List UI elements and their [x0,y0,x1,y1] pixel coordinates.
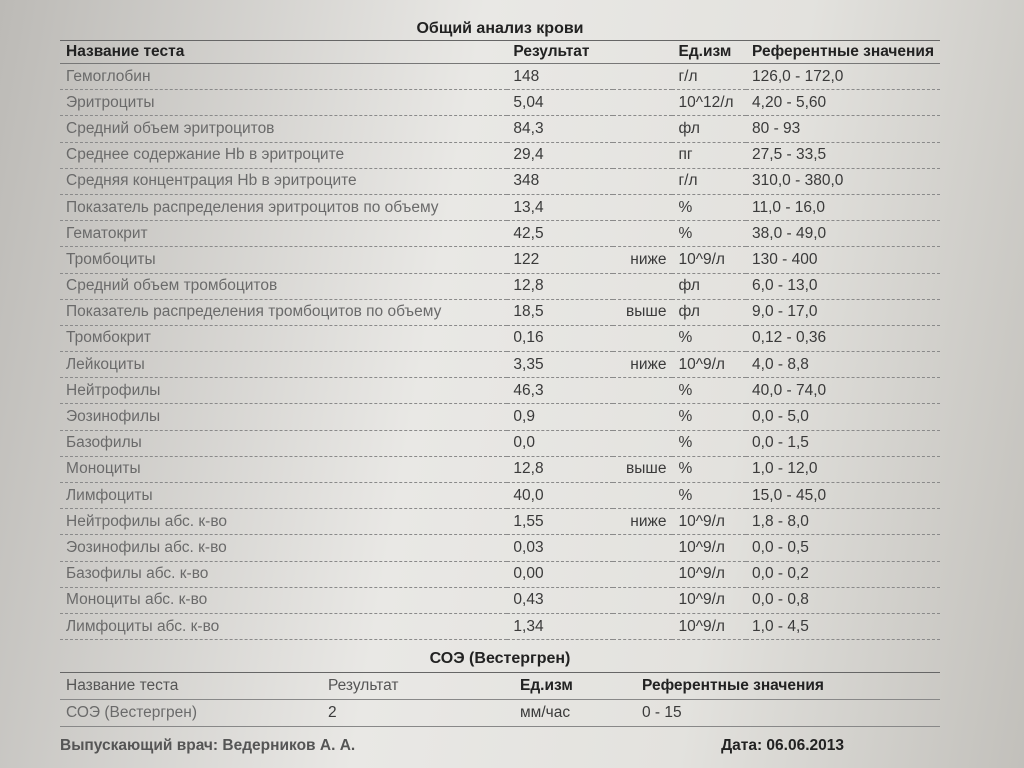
test-result: 84,3 [507,116,613,142]
test-name: Эозинофилы [60,404,507,430]
esr-header-row [60,673,940,700]
report-title: Общий анализ крови [60,14,940,41]
reference-range: 1,8 - 8,0 [746,509,940,535]
test-result: 12,8 [507,456,613,482]
table-row [60,64,940,90]
esr-header-unit: Ед.изм [514,673,636,700]
esr-row [60,700,940,727]
header-test-name: Название теста [60,41,507,64]
test-result: 46,3 [507,378,613,404]
blood-test-table [60,41,940,640]
test-result: 0,9 [507,404,613,430]
test-unit: фл [672,273,746,299]
result-flag [613,535,672,561]
test-result: 3,35 [507,352,613,378]
esr-section-title: СОЭ (Вестергрен) [60,640,940,673]
esr-header-result: Результат [322,673,514,700]
test-name: Средняя концентрация Hb в эритроците [60,168,507,194]
reference-range: 0,12 - 0,36 [746,325,940,351]
test-name: Базофилы абс. к-во [60,561,507,587]
test-unit: % [672,194,746,220]
test-name: Тромбоциты [60,247,507,273]
table-row [60,613,940,639]
test-unit: 10^9/л [672,561,746,587]
report-date: Дата: 06.06.2013 [721,737,844,755]
test-name: Гемоглобин [60,64,507,90]
table-body [60,64,940,640]
test-name: Среднее содержание Hb в эритроците [60,142,507,168]
result-flag [613,273,672,299]
test-result: 13,4 [507,194,613,220]
result-flag: ниже [613,352,672,378]
result-flag [613,64,672,90]
reference-range: 0,0 - 0,8 [746,587,940,613]
test-unit: г/л [672,168,746,194]
header-flag [613,41,672,64]
test-result: 0,16 [507,325,613,351]
table-row [60,116,940,142]
test-result: 1,55 [507,509,613,535]
table-row [60,273,940,299]
reference-range: 4,20 - 5,60 [746,90,940,116]
reference-range: 80 - 93 [746,116,940,142]
test-unit: % [672,483,746,509]
reference-range: 27,5 - 33,5 [746,142,940,168]
table-row [60,194,940,220]
test-result: 1,34 [507,613,613,639]
test-name: Базофилы [60,430,507,456]
header-reference: Референтные значения [746,41,940,64]
test-name: Показатель распределения тромбоцитов по объему [60,299,507,325]
test-name: Нейтрофилы абс. к-во [60,509,507,535]
doctor-signature-line: Выпускающий врач: Ведерников А. А. [60,737,356,755]
test-result: 0,00 [507,561,613,587]
report-footer [60,737,940,755]
test-unit: 10^9/л [672,247,746,273]
reference-range: 0,0 - 0,5 [746,535,940,561]
lab-report-sheet [60,14,940,755]
table-row [60,535,940,561]
esr-header-test-name: Название теста [60,673,322,700]
table-row [60,299,940,325]
esr-result: 2 [322,700,514,727]
test-unit: 10^9/л [672,613,746,639]
result-flag [613,90,672,116]
reference-range: 130 - 400 [746,247,940,273]
test-unit: 10^12/л [672,90,746,116]
esr-unit: мм/час [514,700,636,727]
test-unit: 10^9/л [672,352,746,378]
result-flag [613,325,672,351]
test-name: Средний объем тромбоцитов [60,273,507,299]
esr-table [60,673,940,727]
result-flag [613,378,672,404]
test-result: 29,4 [507,142,613,168]
table-row [60,404,940,430]
reference-range: 11,0 - 16,0 [746,194,940,220]
esr-test-name: СОЭ (Вестергрен) [60,700,322,727]
test-unit: % [672,430,746,456]
test-unit: 10^9/л [672,587,746,613]
test-result: 12,8 [507,273,613,299]
test-result: 348 [507,168,613,194]
result-flag: ниже [613,247,672,273]
test-result: 0,03 [507,535,613,561]
test-name: Показатель распределения эритроцитов по объему [60,194,507,220]
reference-range: 6,0 - 13,0 [746,273,940,299]
table-row [60,378,940,404]
test-result: 0,0 [507,430,613,456]
test-unit: % [672,221,746,247]
table-row [60,90,940,116]
table-row [60,247,940,273]
reference-range: 4,0 - 8,8 [746,352,940,378]
result-flag [613,168,672,194]
test-name: Моноциты абс. к-во [60,587,507,613]
test-name: Эозинофилы абс. к-во [60,535,507,561]
result-flag [613,142,672,168]
reference-range: 0,0 - 5,0 [746,404,940,430]
test-result: 18,5 [507,299,613,325]
table-row [60,352,940,378]
test-unit: пг [672,142,746,168]
test-unit: % [672,404,746,430]
test-unit: фл [672,299,746,325]
test-result: 42,5 [507,221,613,247]
table-row [60,456,940,482]
table-row [60,221,940,247]
test-name: Нейтрофилы [60,378,507,404]
test-unit: фл [672,116,746,142]
table-row [60,561,940,587]
test-name: Лимфоциты [60,483,507,509]
reference-range: 38,0 - 49,0 [746,221,940,247]
result-flag [613,561,672,587]
table-row [60,587,940,613]
result-flag [613,430,672,456]
result-flag [613,221,672,247]
test-unit: % [672,325,746,351]
table-row [60,483,940,509]
test-result: 40,0 [507,483,613,509]
table-row [60,325,940,351]
test-result: 148 [507,64,613,90]
reference-range: 1,0 - 12,0 [746,456,940,482]
esr-reference: 0 - 15 [636,700,940,727]
test-unit: 10^9/л [672,509,746,535]
reference-range: 9,0 - 17,0 [746,299,940,325]
reference-range: 1,0 - 4,5 [746,613,940,639]
test-unit: % [672,378,746,404]
test-result: 5,04 [507,90,613,116]
result-flag [613,194,672,220]
test-name: Гематокрит [60,221,507,247]
header-result: Результат [507,41,613,64]
reference-range: 0,0 - 0,2 [746,561,940,587]
test-unit: г/л [672,64,746,90]
test-name: Моноциты [60,456,507,482]
result-flag: выше [613,299,672,325]
reference-range: 15,0 - 45,0 [746,483,940,509]
test-unit: % [672,456,746,482]
result-flag [613,116,672,142]
test-name: Эритроциты [60,90,507,116]
table-row [60,142,940,168]
result-flag [613,587,672,613]
test-name: Тромбокрит [60,325,507,351]
table-row [60,430,940,456]
test-name: Лимфоциты абс. к-во [60,613,507,639]
result-flag: выше [613,456,672,482]
result-flag [613,483,672,509]
header-unit: Ед.изм [672,41,746,64]
result-flag: ниже [613,509,672,535]
test-unit: 10^9/л [672,535,746,561]
reference-range: 0,0 - 1,5 [746,430,940,456]
table-header-row [60,41,940,64]
esr-header-reference: Референтные значения [636,673,940,700]
result-flag [613,613,672,639]
table-row [60,168,940,194]
reference-range: 310,0 - 380,0 [746,168,940,194]
test-result: 0,43 [507,587,613,613]
reference-range: 40,0 - 74,0 [746,378,940,404]
test-result: 122 [507,247,613,273]
result-flag [613,404,672,430]
test-name: Лейкоциты [60,352,507,378]
table-row [60,509,940,535]
test-name: Средний объем эритроцитов [60,116,507,142]
reference-range: 126,0 - 172,0 [746,64,940,90]
